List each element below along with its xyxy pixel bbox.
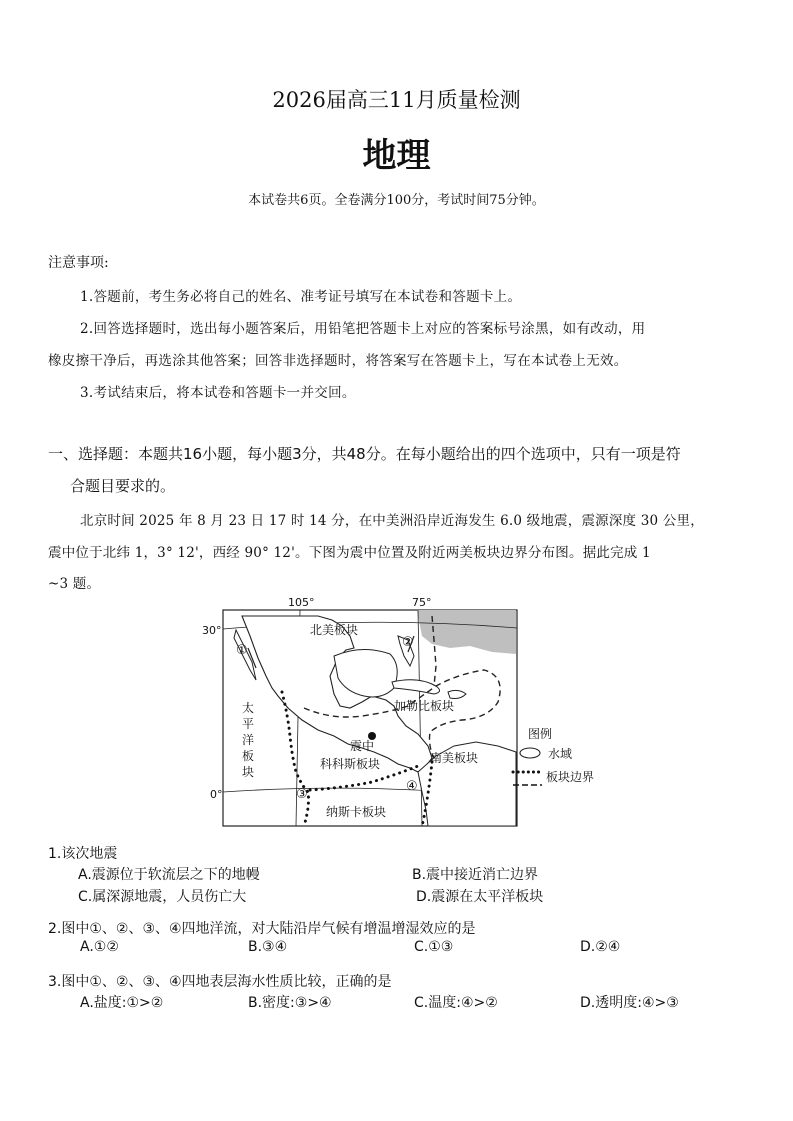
marker-1: ① xyxy=(236,643,248,658)
question-3-option-a: A.盐度:①>② xyxy=(80,995,164,1011)
pacific-plate-char-1: 太 xyxy=(242,701,255,715)
intro-line-2: 震中位于北纬 1，3° 12'，西经 90° 12'。下图为震中位置及附近两美板块边界分布图。据此完成 1 xyxy=(48,545,651,561)
south-american-plate-label: 南美板块 xyxy=(430,751,479,765)
lat-30-label: 30° xyxy=(202,624,222,637)
plate-boundary-map xyxy=(202,596,518,828)
pacific-plate-char-2: 平 xyxy=(242,717,255,731)
question-3-option-c: C.温度:④>② xyxy=(414,995,498,1011)
question-1-option-a: A.震源位于软流层之下的地幔 xyxy=(78,867,260,883)
legend-boundary-label: 板块边界 xyxy=(546,770,595,784)
notice-item-2-line1: 2.回答选择题时，选出每小题答案后，用铅笔把答题卡上对应的答案标号涂黑，如有改动，用 xyxy=(80,321,646,337)
question-1-option-c: C.属深源地震，人员伤亡大 xyxy=(78,889,247,905)
legend-boundary-icon xyxy=(510,766,546,792)
legend-water-icon xyxy=(516,745,544,761)
north-american-plate-label: 北美板块 xyxy=(310,623,359,637)
marker-2: ② xyxy=(402,635,414,650)
pacific-plate-char-3: 洋 xyxy=(242,733,255,747)
intro-line-1: 北京时间 2025 年 8 月 23 日 17 时 14 分，在中美洲沿岸近海发生 6.0 级地震，震源深度 30 公里， xyxy=(80,513,704,529)
section-heading: 一、选择题：本题共16小题，每小题3分，共48分。在每小题给出的四个选项中，只有一项是符 xyxy=(48,445,681,463)
marker-3: ③ xyxy=(296,787,308,802)
notice-item-2-line2: 橡皮擦干净后，再选涂其他答案；回答非选择题时，将答案写在答题卡上，写在本试卷上无效。 xyxy=(48,353,628,369)
lat-0-label: 0° xyxy=(210,788,223,801)
pacific-plate-char-4: 板 xyxy=(242,749,255,763)
caribbean-plate-label: 加勒比板块 xyxy=(394,699,455,713)
marker-4: ④ xyxy=(406,779,418,794)
question-2-option-c: C.①③ xyxy=(414,939,454,955)
intro-line-3: ~3 题。 xyxy=(48,576,101,592)
epicenter-label: 震中 xyxy=(350,739,375,753)
question-2-option-b: B.③④ xyxy=(248,939,288,955)
legend-water-label: 水域 xyxy=(548,747,573,761)
subject-title: 地理 xyxy=(362,136,431,176)
legend-title: 图例 xyxy=(528,727,553,741)
exam-info: 本试卷共6页。全卷满分100分，考试时间75分钟。 xyxy=(248,193,545,208)
question-1-option-b: B.震中接近消亡边界 xyxy=(412,867,539,883)
question-3-option-d: D.透明度:④>③ xyxy=(580,995,679,1011)
section-heading-cont: 合题目要求的。 xyxy=(70,477,176,495)
question-2-option-d: D.②④ xyxy=(580,939,621,955)
nazca-plate-label: 纳斯卡板块 xyxy=(326,805,387,819)
exam-title: 2026届高三11月质量检测 xyxy=(272,88,521,112)
question-1-option-d: D.震源在太平洋板块 xyxy=(416,889,544,905)
notice-item-3: 3.考试结束后，将本试卷和答题卡一并交回。 xyxy=(80,385,356,401)
question-2-stem: 2.图中①、②、③、④四地洋流，对大陆沿岸气候有增温增湿效应的是 xyxy=(48,921,476,937)
lon-105-label: 105° xyxy=(288,596,315,609)
question-3-stem: 3.图中①、②、③、④四地表层海水性质比较，正确的是 xyxy=(48,974,392,990)
question-2-option-a: A.①② xyxy=(80,939,119,955)
cocos-plate-label: 科科斯板块 xyxy=(320,757,381,771)
question-3-option-b: B.密度:③>④ xyxy=(248,995,332,1011)
notice-item-1: 1.答题前，考生务必将自己的姓名、准考证号填写在本试卷和答题卡上。 xyxy=(80,289,522,305)
lon-75-label: 75° xyxy=(412,596,432,609)
question-1-stem: 1.该次地震 xyxy=(48,846,118,862)
notice-heading: 注意事项: xyxy=(48,255,109,271)
pacific-plate-char-5: 块 xyxy=(242,765,255,779)
